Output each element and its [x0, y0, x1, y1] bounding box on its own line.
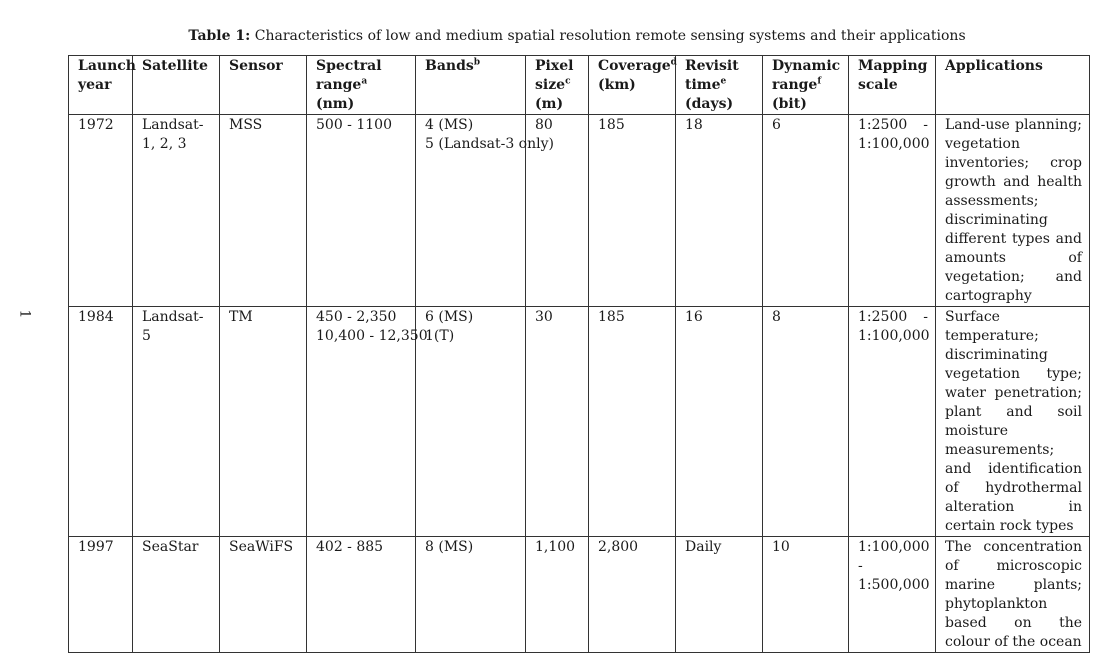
- cell-applications: Land-use planning; vegetation inventories; crop growth and health assessments; discriminating different types and amounts of vegetation; and cartography: [936, 115, 1090, 307]
- header-coverage: Coverage$^d$ (km): [589, 56, 676, 115]
- cell-dynamic-range: 6: [763, 115, 849, 307]
- cell-coverage: 185: [589, 115, 676, 307]
- header-bands: Bands$^b$: [416, 56, 526, 115]
- cell-revisit-time: 18: [676, 115, 763, 307]
- header-spectral-range: Spectral range$^a$ (nm): [307, 56, 416, 115]
- data-table: [68, 55, 1090, 653]
- cell-spectral-range: 500 - 1100: [307, 115, 416, 307]
- table-row: [69, 115, 1090, 307]
- cell-pixel-size: 1,100: [526, 537, 589, 653]
- cell-pixel-size: 80: [526, 115, 589, 307]
- cell-pixel-size: 30: [526, 307, 589, 537]
- cell-sensor: TM: [220, 307, 307, 537]
- cell-launch-year: 1972: [69, 115, 133, 307]
- cell-dynamic-range: 8: [763, 307, 849, 537]
- table-caption: [0, 28, 1117, 44]
- header-mapping-scale: Mapping scale: [849, 56, 936, 115]
- header-applications: Applications: [936, 56, 1090, 115]
- cell-coverage: 185: [589, 307, 676, 537]
- cell-satellite: Landsat-5: [133, 307, 220, 537]
- header-sensor: Sensor: [220, 56, 307, 115]
- cell-mapping-scale: 1:2500 - 1:100,000: [849, 115, 936, 307]
- cell-bands: 6 (MS) 1(T): [416, 307, 526, 537]
- cell-mapping-scale: 1:2500 - 1:100,000: [849, 307, 936, 537]
- cell-satellite: SeaStar: [133, 537, 220, 653]
- cell-mapping-scale: 1:100,000 - 1:500,000: [849, 537, 936, 653]
- cell-launch-year: 1997: [69, 537, 133, 653]
- header-row: [69, 56, 1090, 115]
- header-launch-year: Launch year: [69, 56, 133, 115]
- header-revisit-time: Revisit time$^e$ (days): [676, 56, 763, 115]
- cell-applications: The concentration of microscopic marine plants; phytoplankton based on the colour of the ocean: [936, 537, 1090, 653]
- page-number: 1: [16, 309, 33, 319]
- cell-dynamic-range: 10: [763, 537, 849, 653]
- header-pixel-size: Pixel size$^c$ (m): [526, 56, 589, 115]
- cell-sensor: SeaWiFS: [220, 537, 307, 653]
- cell-revisit-time: 16: [676, 307, 763, 537]
- cell-revisit-time: Daily: [676, 537, 763, 653]
- table-row: [69, 537, 1090, 653]
- header-dynamic-range: Dynamic range$^f$ (bit): [763, 56, 849, 115]
- cell-satellite: Landsat-1, 2, 3: [133, 115, 220, 307]
- cell-launch-year: 1984: [69, 307, 133, 537]
- cell-applications: Surface temperature; discriminating vegetation type; water penetration; plant and soil moisture measurements; and identification of hydrothermal alteration in certain rock types: [936, 307, 1090, 537]
- cell-bands: 4 (MS) 5 (Landsat-3 only): [416, 115, 526, 307]
- table-caption-label: Table 1:: [188, 28, 251, 44]
- cell-spectral-range: 450 - 2,350 10,400 - 12,350: [307, 307, 416, 537]
- cell-spectral-range: 402 - 885: [307, 537, 416, 653]
- table-row: [69, 307, 1090, 537]
- header-satellite: Satellite: [133, 56, 220, 115]
- cell-bands: 8 (MS): [416, 537, 526, 653]
- cell-coverage: 2,800: [589, 537, 676, 653]
- cell-sensor: MSS: [220, 115, 307, 307]
- table-caption-text: Characteristics of low and medium spatial resolution remote sensing systems and their applications: [254, 28, 966, 44]
